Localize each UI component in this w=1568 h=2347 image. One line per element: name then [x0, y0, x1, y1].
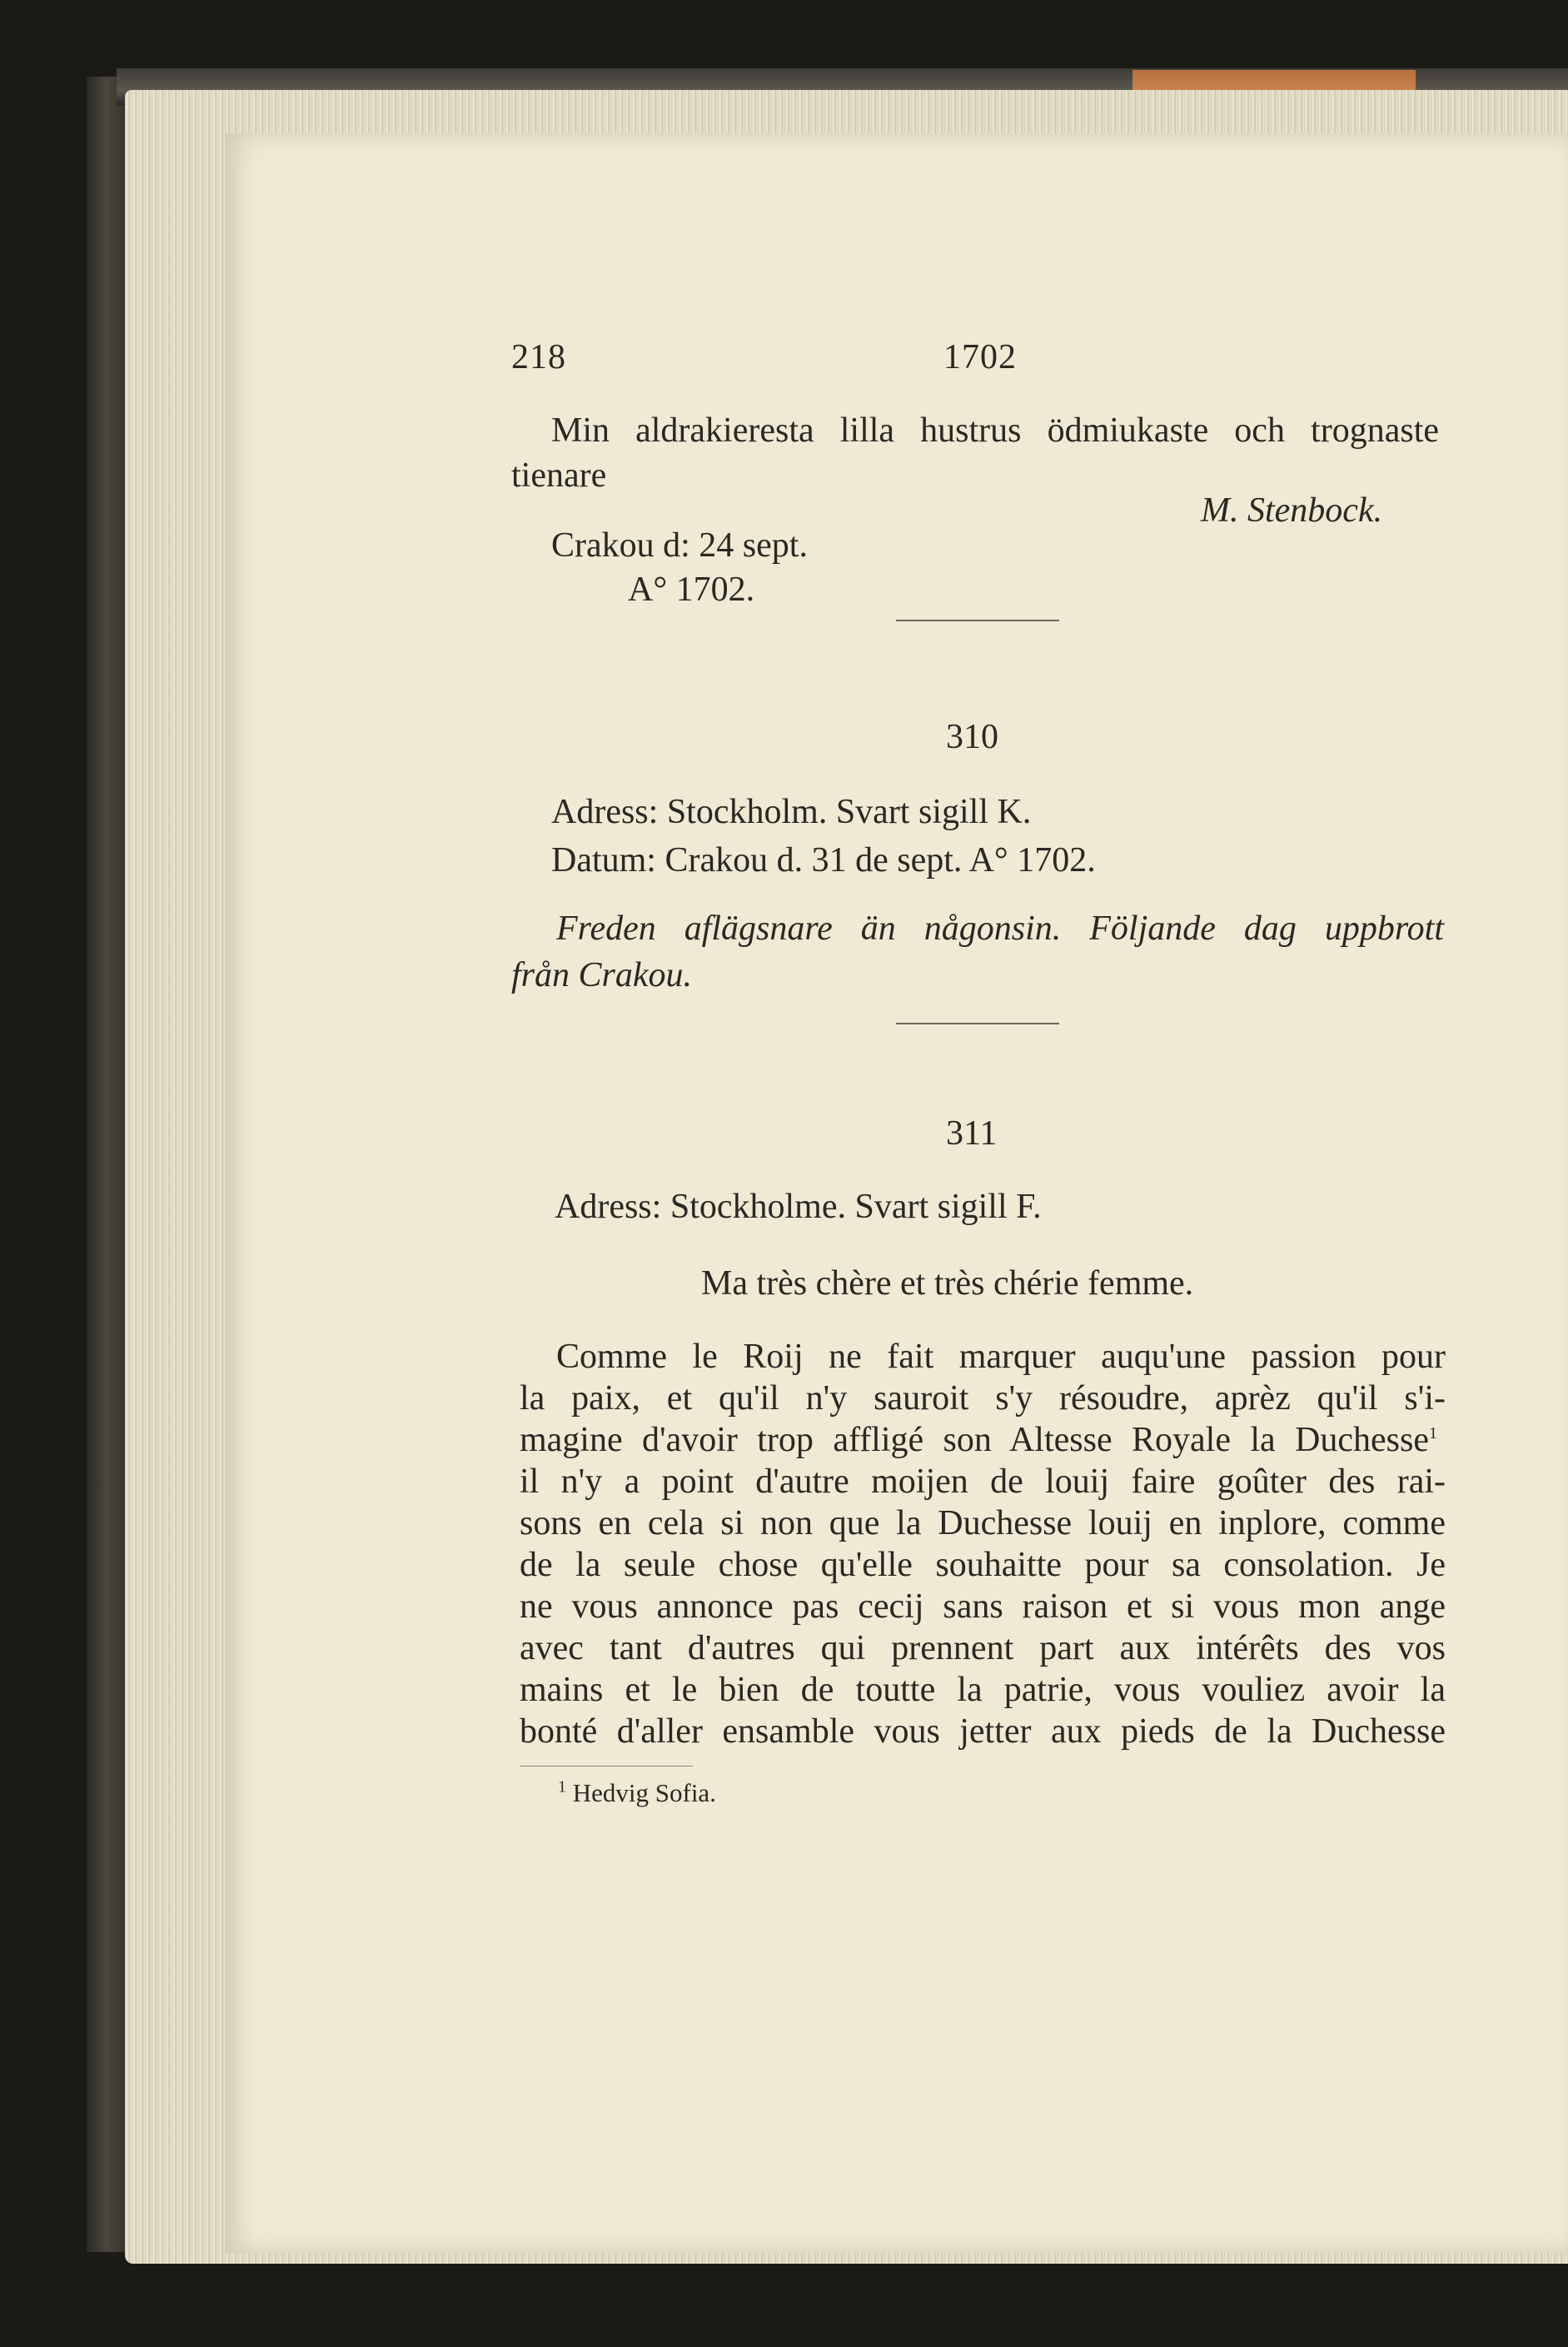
section-divider — [896, 1023, 1059, 1024]
letter-number: 310 — [946, 718, 998, 756]
date-line: Datum: Crakou d. 31 de sept. A° 1702. — [551, 841, 1096, 880]
footnote-text: Hedvig Sofia. — [572, 1778, 716, 1807]
body-line-text: magine d'avoir trop affligé son Altesse Royale la Duchesse — [520, 1421, 1429, 1459]
address-line: Adress: Stockholm. Svart sigill K. — [551, 793, 1032, 831]
footnote — [558, 1772, 716, 1814]
signature: M. Stenbock. — [1201, 491, 1383, 530]
body-line: de la seule chose qu'elle souhaitte pour sa consolation. Je — [520, 1546, 1446, 1584]
editorial-note: Freden aflägsnare än någonsin. Följande dag uppbrott — [556, 909, 1444, 948]
footnote-ref: 1 — [1429, 1424, 1437, 1443]
closing-line: Min aldrakieresta lilla hustrus ödmiukaste och trognaste — [551, 411, 1439, 450]
place-date: Crakou d: 24 sept. — [551, 526, 808, 565]
body-line: ne vous annonce pas cecij sans raison et si vous mon ange — [520, 1587, 1446, 1626]
page-number: 218 — [511, 338, 566, 376]
section-divider — [896, 620, 1059, 621]
body-line: Comme le Roij ne fait marquer auqu'une passion pour — [556, 1338, 1446, 1376]
body-line: il n'y a point d'autre moijen de louij faire goûter des rai- — [520, 1463, 1446, 1501]
running-header-year: 1702 — [943, 338, 1017, 376]
salutation: Ma très chère et très chérie femme. — [701, 1264, 1194, 1303]
body-line: sons en cela si non que la Duchesse louij en inplore, comme — [520, 1504, 1446, 1542]
address-line: Adress: Stockholme. Svart sigill F. — [555, 1188, 1042, 1226]
footnote-marker: 1 — [558, 1777, 566, 1796]
year-line: A° 1702. — [628, 571, 755, 609]
closing-line: tienare — [511, 456, 607, 495]
body-line: avec tant d'autres qui prennent part aux intérêts des vos — [520, 1629, 1446, 1667]
body-line: bonté d'aller ensamble vous jetter aux pieds de la Duchesse — [520, 1712, 1446, 1751]
letter-number: 311 — [946, 1114, 998, 1153]
body-line: la paix, et qu'il n'y sauroit s'y résoudre, aprèz qu'il s'i- — [520, 1379, 1446, 1418]
body-line: mains et le bien de toutte la patrie, vous vouliez avoir la — [520, 1671, 1446, 1709]
body-line — [520, 1419, 1439, 1461]
editorial-note: från Crakou. — [511, 956, 693, 994]
